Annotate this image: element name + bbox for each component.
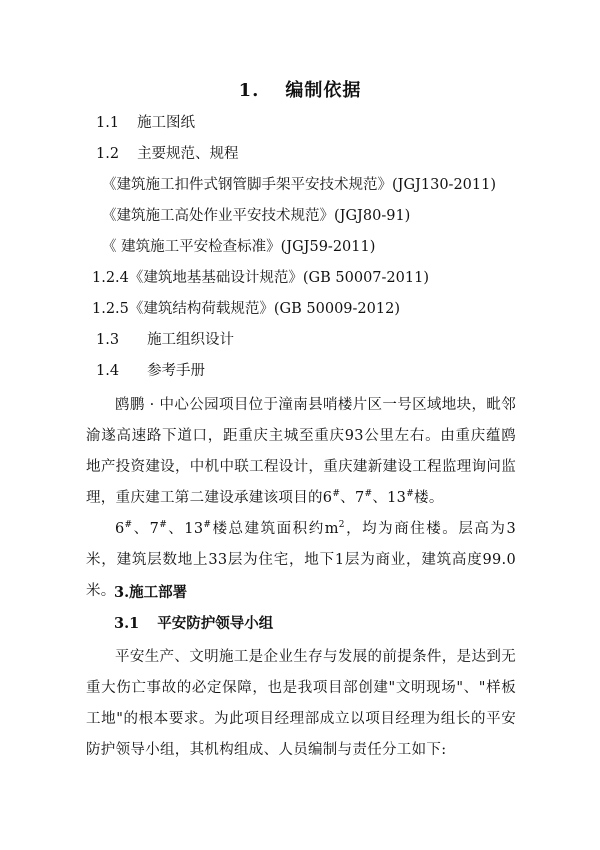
item-number: 1.3 [96,332,120,348]
superscript: # [159,520,168,531]
item-label: 施工组织设计 [147,332,235,348]
standard-jgj80: 《建筑施工高处作业平安技术规范》(JGJ80-91) [102,208,411,224]
item-1-1 [96,113,195,133]
project-description-paragraph [86,390,516,514]
item-label: 主要规范、规程 [137,146,239,162]
para-text: 、13 [167,521,204,537]
item-1-2 [96,144,239,164]
item-number: 3.1 [114,615,140,632]
standard-gb50009: 1.2.5《建筑结构荷载规范》(GB 50009-2012) [92,301,400,317]
superscript: # [332,489,341,500]
item-1-3 [96,330,234,350]
item-number: 1.1 [96,115,120,131]
para-text: ，均为商住楼。层高为3米，建筑层数地上33层为住宅，地下1层为商业，建筑高度99.0米。 [86,521,516,599]
section-number: 1. [238,80,260,101]
standard-gb50007: 1.2.4《建筑地基基础设计规范》(GB 50007-2011) [92,270,429,286]
para-text: 、7 [132,521,160,537]
item-number: 1.4 [96,363,120,379]
superscript: # [203,520,212,531]
item-label: 平安防护领导小组 [157,615,274,632]
standard-jgj59: 《 建筑施工平安检查标准》(JGJ59-2011) [102,239,376,255]
para-text: 楼总建筑面积约m [211,521,339,537]
superscript: 2 [338,520,345,531]
item-1-4 [96,361,205,381]
para-text: 6 [115,521,125,537]
para-text: 楼。 [414,490,444,506]
section-3-heading: 3.施工部署 [114,584,188,601]
superscript: # [364,489,373,500]
safety-paragraph: 平安生产、文明施工是企业生存与发展的前提条件，是达到无重大伤亡事故的必定保障，也是我项目部创建"文明现场"、"样板工地"的根本要求。为此项目经理部成立以项目经理为组长的平安防护领导小组，其机构组成、人员编制与责任分工如下: [86,649,516,758]
para-text: 、7 [340,490,365,506]
section-title [0,76,600,102]
subsection-3-1 [114,614,273,634]
superscript: # [124,520,133,531]
standard-jgj130: 《建筑施工扣件式钢管脚手架平安技术规范》(JGJ130-2011) [102,177,496,193]
item-label: 施工图纸 [137,115,196,131]
para-text: 、13 [372,490,407,506]
item-label: 参考手册 [147,363,206,379]
section-title-text: 编制依据 [285,80,362,101]
superscript: # [406,489,415,500]
para-text: 鸥鹏 · 中心公园项目位于潼南县哨楼片区一号区域地块，毗邻渝遂高速路下道口，距重庆主城至重庆93公里左右。由重庆蕴鸥地产投资建设，中机中联工程设计，重庆建新建设工程监理询问监理，重庆建工第二建设承建该项目的6 [86,397,516,506]
item-number: 1.2 [96,146,120,162]
